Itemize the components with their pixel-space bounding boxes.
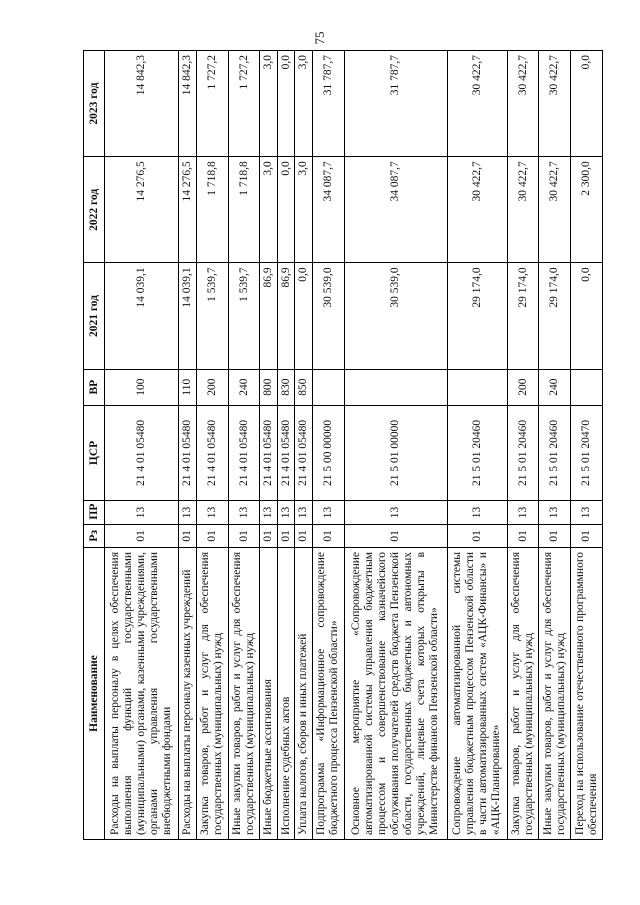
row-2021: 29 174,0 (447, 263, 507, 369)
row-rz: 01 (539, 524, 571, 547)
row-name: Уплата налогов, сборов и иных платежей (295, 547, 313, 839)
row-vr: 850 (295, 369, 313, 405)
budget-table-container (83, 50, 603, 840)
row-name: Расходы на выплаты персоналу казенных учреждений (179, 547, 197, 839)
header-2023: 2023 год (84, 51, 105, 157)
row-2023: 3,0 (295, 51, 313, 157)
row-pr: 13 (539, 501, 571, 524)
row-2022: 0,0 (277, 157, 295, 263)
row-2022: 30 422,7 (447, 157, 507, 263)
row-pr: 13 (344, 501, 447, 524)
row-pr: 13 (228, 501, 260, 524)
row-csr: 21 5 01 20460 (539, 405, 571, 501)
row-2022: 14 276,5 (179, 157, 197, 263)
table-row (196, 51, 228, 840)
row-rz: 01 (312, 524, 344, 547)
row-2023: 1 727,2 (228, 51, 260, 157)
row-2021: 29 174,0 (507, 263, 539, 369)
header-name: Наименование (84, 547, 105, 839)
row-pr: 13 (277, 501, 295, 524)
row-2021: 30 539,0 (312, 263, 344, 369)
row-2021: 30 539,0 (344, 263, 447, 369)
row-rz: 01 (260, 524, 278, 547)
row-pr: 13 (571, 501, 603, 524)
row-rz: 01 (277, 524, 295, 547)
row-vr (344, 369, 447, 405)
row-pr: 13 (295, 501, 313, 524)
row-2022: 1 718,8 (196, 157, 228, 263)
row-csr: 21 5 01 20460 (507, 405, 539, 501)
row-csr: 21 4 01 05480 (179, 405, 197, 501)
row-name: Переход на использование отечественного программного обеспечения (571, 547, 603, 839)
table-row (571, 51, 603, 840)
row-name: Закупка товаров, работ и услуг для обеспечения государственных (муниципальных) нужд (196, 547, 228, 839)
table-row (277, 51, 295, 840)
row-vr: 100 (105, 369, 179, 405)
row-vr: 240 (228, 369, 260, 405)
header-2021: 2021 год (84, 263, 105, 369)
row-2023: 30 422,7 (507, 51, 539, 157)
table-header-row (84, 51, 105, 840)
budget-table (83, 50, 603, 840)
row-pr: 13 (447, 501, 507, 524)
row-rz: 01 (179, 524, 197, 547)
row-2022: 14 276,5 (105, 157, 179, 263)
row-rz: 01 (571, 524, 603, 547)
row-2021: 86,9 (260, 263, 278, 369)
header-pr: ПР (84, 501, 105, 524)
header-rz: Рз (84, 524, 105, 547)
row-2023: 14 842,3 (179, 51, 197, 157)
row-2023: 3,0 (260, 51, 278, 157)
row-csr: 21 5 00 00000 (312, 405, 344, 501)
row-pr: 13 (312, 501, 344, 524)
row-2023: 0,0 (571, 51, 603, 157)
row-csr: 21 5 01 00000 (344, 405, 447, 501)
table-row (539, 51, 571, 840)
table-row (344, 51, 447, 840)
row-2021: 1 539,7 (196, 263, 228, 369)
row-name: Иные бюджетные ассигнования (260, 547, 278, 839)
row-vr (571, 369, 603, 405)
row-csr: 21 4 01 05480 (295, 405, 313, 501)
row-2023: 1 727,2 (196, 51, 228, 157)
row-2022: 3,0 (295, 157, 313, 263)
row-pr: 13 (105, 501, 179, 524)
row-csr: 21 4 01 05480 (277, 405, 295, 501)
row-rz: 01 (228, 524, 260, 547)
row-2022: 34 087,7 (312, 157, 344, 263)
table-row (312, 51, 344, 840)
table-row (260, 51, 278, 840)
row-name: Иные закупки товаров, работ и услуг для обеспечения государственных (муниципальных) нужд (539, 547, 571, 839)
row-name: Расходы на выплаты персоналу в целях обеспечения выполнения функций государственными (муниципальными) органами, казенными учреждениями, органами управления государственными внебюджетными фондами (105, 547, 179, 839)
row-2022: 30 422,7 (507, 157, 539, 263)
row-2022: 1 718,8 (228, 157, 260, 263)
table-row (447, 51, 507, 840)
row-name: Подпрограмма «Информационное сопровождение бюджетного процесса Пензенской области» (312, 547, 344, 839)
header-2022: 2022 год (84, 157, 105, 263)
row-pr: 13 (179, 501, 197, 524)
row-2021: 29 174,0 (539, 263, 571, 369)
table-row (179, 51, 197, 840)
row-2023: 31 787,7 (344, 51, 447, 157)
row-2021: 0,0 (295, 263, 313, 369)
row-pr: 13 (260, 501, 278, 524)
row-2022: 34 087,7 (344, 157, 447, 263)
row-name: Закупка товаров, работ и услуг для обеспечения государственных (муниципальных) нужд (507, 547, 539, 839)
row-name: Основное мероприятие «Сопровождение автоматизированной системы управления бюджетным процессом и совершенствование казначейского обслуживания получателей средств бюджета Пензенской области, государственных бюджетных и автономных учреждений, лицевые счета которых открыты в Министерстве финансов Пензенской области» (344, 547, 447, 839)
row-rz: 01 (295, 524, 313, 547)
row-csr: 21 4 01 05480 (260, 405, 278, 501)
row-rz: 01 (105, 524, 179, 547)
table-row (295, 51, 313, 840)
row-vr (312, 369, 344, 405)
row-2022: 2 300,0 (571, 157, 603, 263)
row-name: Сопровождение автоматизированной системы управления бюджетным процессом Пензенской области в части автоматизированных систем «АЦК-Финансы» и «АЦК-Планирование» (447, 547, 507, 839)
row-csr: 21 5 01 20470 (571, 405, 603, 501)
row-2021: 0,0 (571, 263, 603, 369)
row-2023: 14 842,3 (105, 51, 179, 157)
header-vr: ВР (84, 369, 105, 405)
row-2022: 30 422,7 (539, 157, 571, 263)
row-2021: 86,9 (277, 263, 295, 369)
header-csr: ЦСР (84, 405, 105, 501)
row-rz: 01 (447, 524, 507, 547)
row-2023: 31 787,7 (312, 51, 344, 157)
table-row (507, 51, 539, 840)
row-2023: 30 422,7 (539, 51, 571, 157)
row-vr: 830 (277, 369, 295, 405)
row-vr: 240 (539, 369, 571, 405)
row-2021: 14 039,1 (179, 263, 197, 369)
row-2021: 1 539,7 (228, 263, 260, 369)
page-number: 75 (312, 31, 327, 45)
table-row (105, 51, 179, 840)
row-name: Иные закупки товаров, работ и услуг для обеспечения государственных (муниципальных) нужд (228, 547, 260, 839)
row-rz: 01 (507, 524, 539, 547)
row-vr: 200 (196, 369, 228, 405)
row-pr: 13 (196, 501, 228, 524)
row-2023: 30 422,7 (447, 51, 507, 157)
row-vr: 200 (507, 369, 539, 405)
row-csr: 21 4 01 05480 (196, 405, 228, 501)
row-vr: 110 (179, 369, 197, 405)
row-2022: 3,0 (260, 157, 278, 263)
row-rz: 01 (196, 524, 228, 547)
row-csr: 21 4 01 05480 (105, 405, 179, 501)
row-name: Исполнение судебных актов (277, 547, 295, 839)
row-vr: 800 (260, 369, 278, 405)
row-vr (447, 369, 507, 405)
row-rz: 01 (344, 524, 447, 547)
row-csr: 21 5 01 20460 (447, 405, 507, 501)
row-2023: 0,0 (277, 51, 295, 157)
row-pr: 13 (507, 501, 539, 524)
table-row (228, 51, 260, 840)
row-csr: 21 4 01 05480 (228, 405, 260, 501)
row-2021: 14 039,1 (105, 263, 179, 369)
